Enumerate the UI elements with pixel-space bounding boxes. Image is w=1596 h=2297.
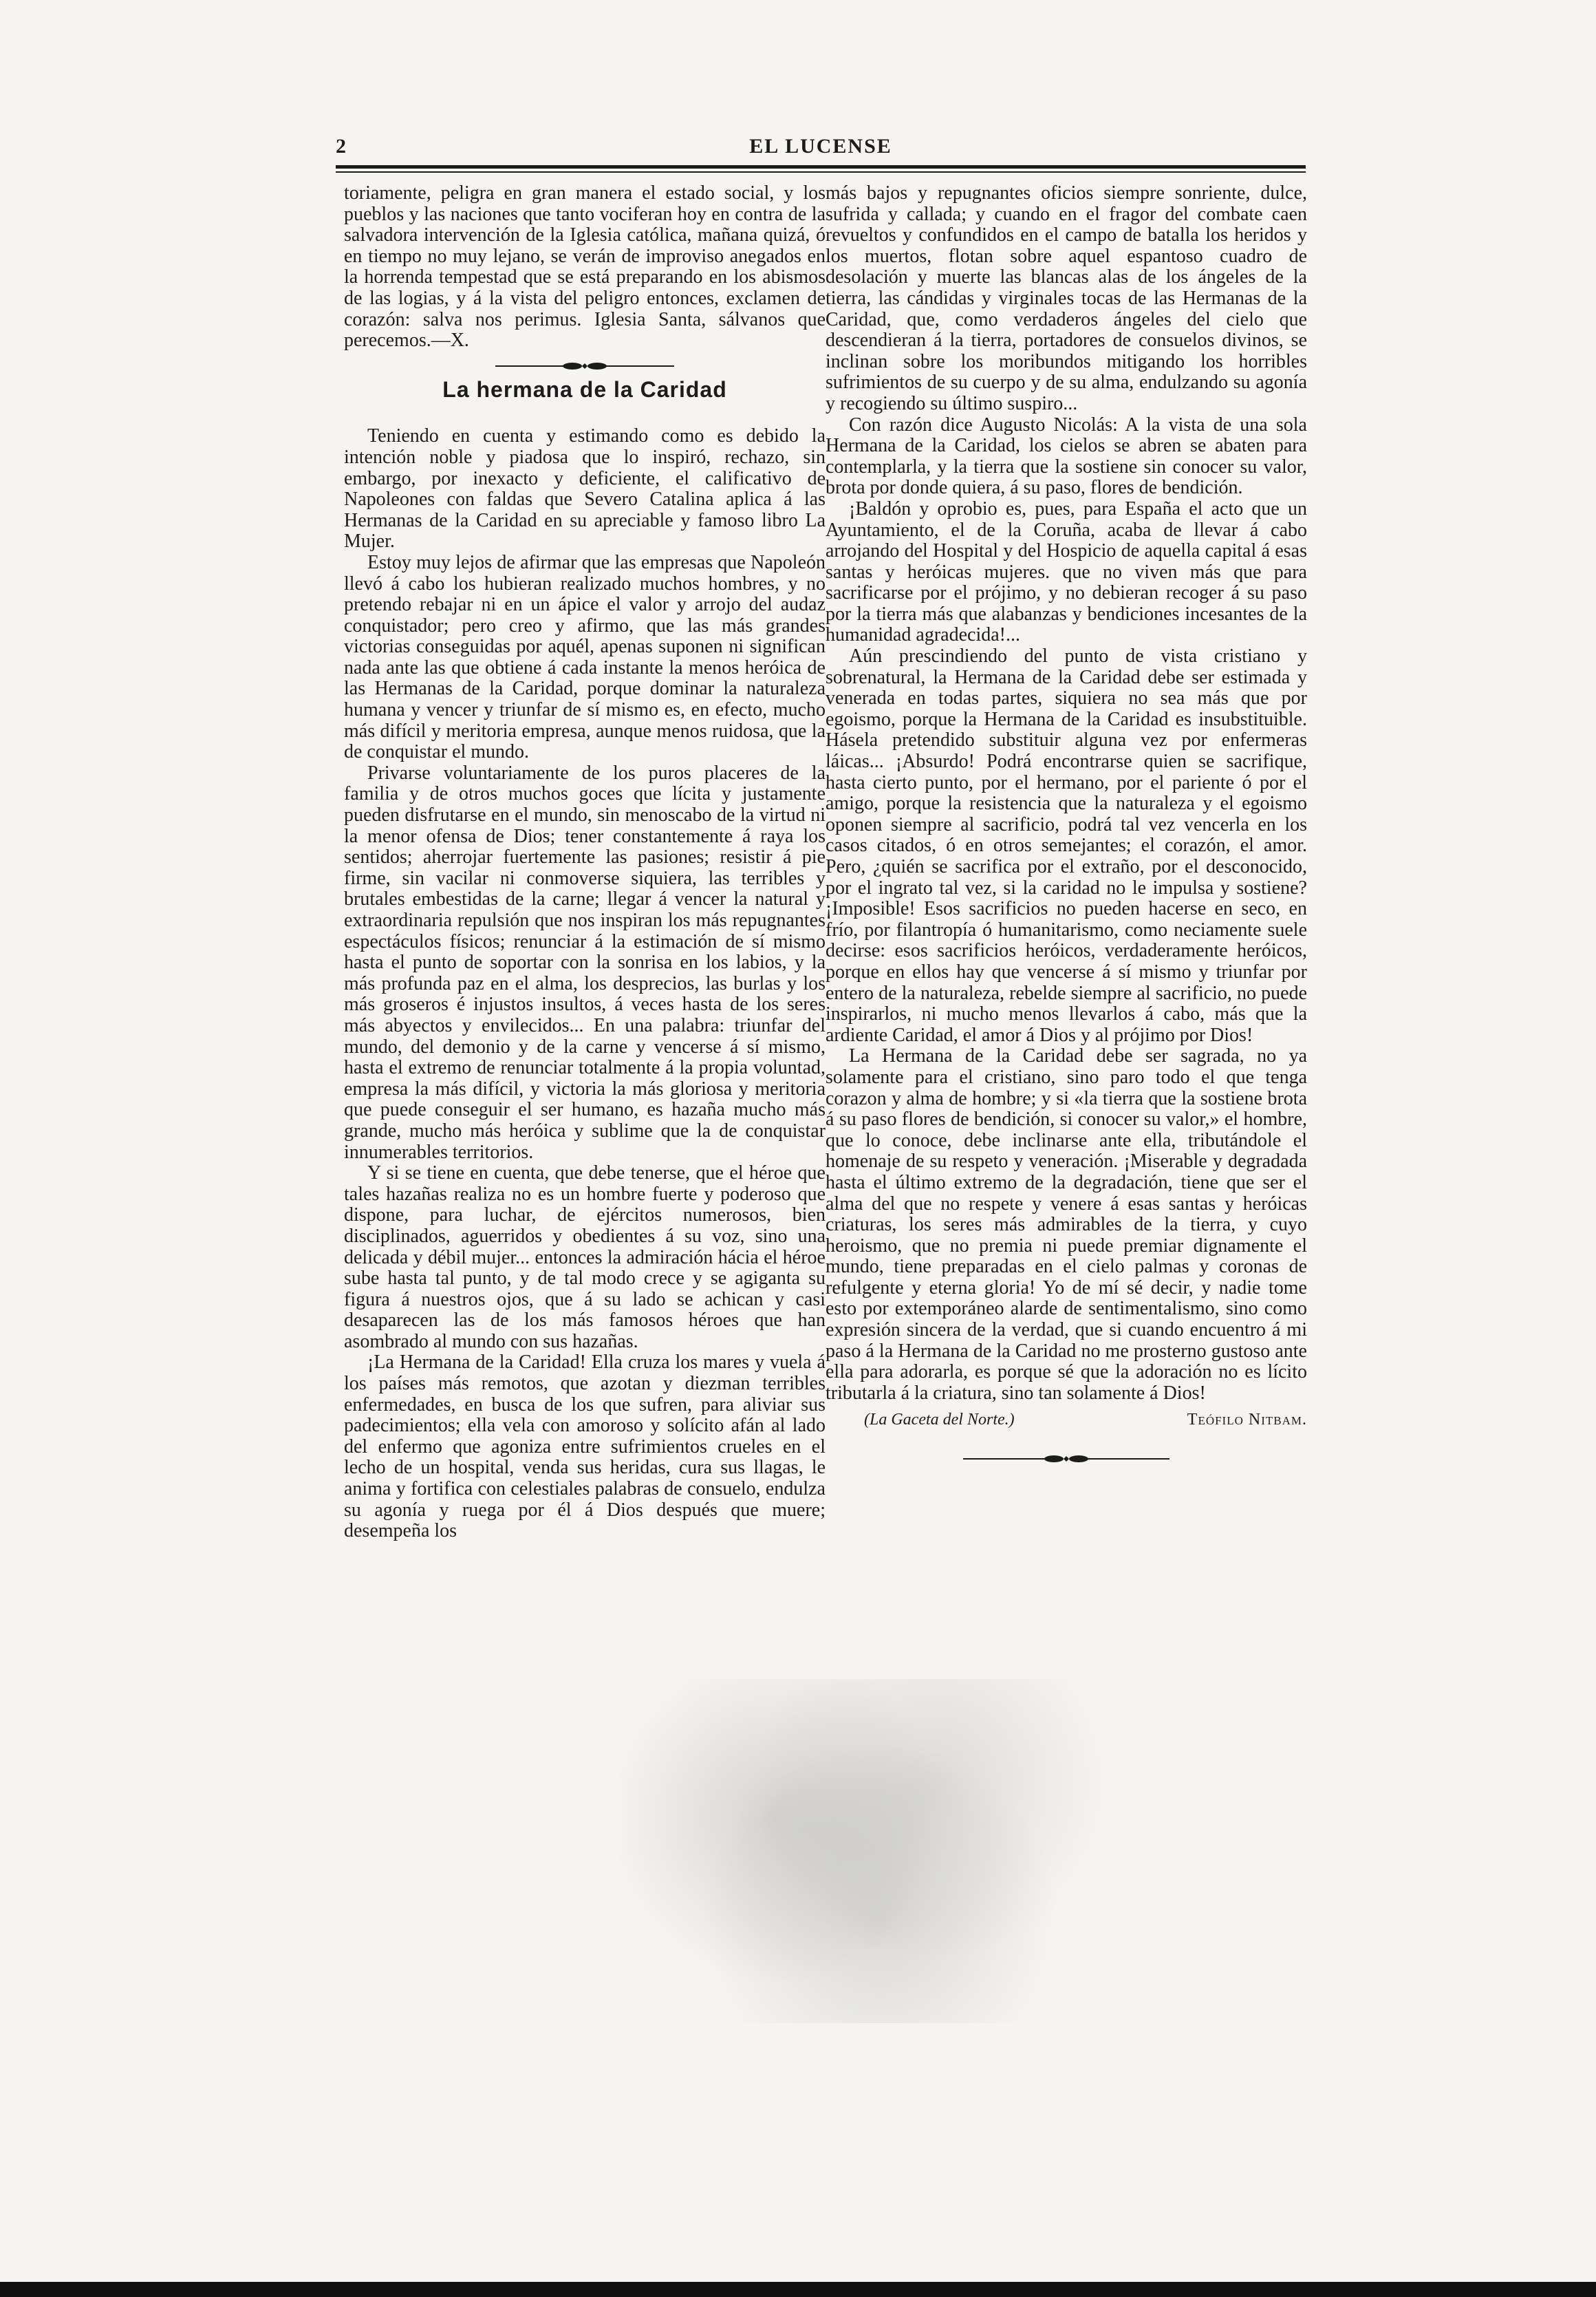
article-attribution [826,1409,1307,1431]
article-paragraph: Privarse voluntariamente de los puros placeres de la familia y de otros muchos goces que lícita y justamente pueden disfrutarse en el mundo, sin menoscabo de la virtud ni la menor ofensa de Dios; tener constantemente á raya los sentidos; aherrojar fuertemente las pasiones; resistir á pie firme, sin vacilar ni conmoverse siquiera, las terribles y brutales embestidas de la carne; llegar á vencer la natural y extraordinaria repulsión que nos inspiran los más repugnantes espectáculos físicos; renunciar á la estimación de sí mismo hasta el punto de soportar con la sonrisa en los labios, y la más profunda paz en el alma, los desprecios, las burlas y los más groseros é injustos insultos, á veces hasta de los seres más abyectos y envilecidos... En una palabra: triunfar del mundo, del demonio y de la carne y vencerse á sí mismo, hasta el extremo de renunciar totalmente á la propia voluntad, empresa la más difícil, y victoria la más gloriosa y meritoria que puede conseguir el ser humano, es hazaña mucho más grande, mucho más heróica y sublime que la de conquistar innumerables territorios. [344,762,826,1163]
right-column [826,183,1307,1472]
header-rule-thick [336,165,1306,169]
article-paragraph: La Hermana de la Caridad debe ser sagrada, no ya solamente para el cristiano, sino paro todo el que tenga corazon y alma de hombre; y si «la tierra que la sostiene brota á su paso flores de bendición, si conocer su valor,» el hombre, que lo conoce, debe inclinarse ante ella, tributándole el homenaje de su respeto y veneración. ¡Miserable y degradada hasta el último extremo de la degradación, tiene que ser el alma del que no respete y venere á esas santas y heróicas criaturas, los seres más admirables de la tierra, y cuyo heroismo, que no premia ni puede premiar dignamente el mundo, tiene preparadas en el cielo palmas y coronas de refulgente y eterna gloria! Yo de mí sé decir, y nadie tome esto por extemporáneo alarde de sentimentalismo, sino como expresión sincera de la verdad, que si cuando encuentro á mi paso á la Hermana de la Caridad no me prosterno gustoso ante ella para adorarla, es porque sé que la adoración no es lícito tributarla á la criatura, sino tan solamente á Dios! [826,1045,1307,1404]
ornament-divider-icon [495,359,674,373]
continued-paragraph: toriamente, peligra en gran manera el estado social, y los pueblos y las naciones que tanto vociferan hoy en contra de la salvadora intervención de la Iglesia católica, mañana quizá, ó en tiempo no muy lejano, se verán de improviso anegados en la horrenda tempestad que se está preparando en los abismos de las logias, y á la vista del peligro entonces, exclamen de corazón: salva nos perimus. Iglesia Santa, sálvanos que perecemos.—X. [344,182,826,352]
header-rule-thin [336,171,1306,173]
article-paragraph: ¡Baldón y oprobio es, pues, para España el acto que un Ayuntamiento, el de la Coruña, acaba de llevar á cabo arrojando del Hospital y del Hospicio de aquella capital á esas santas y heróicas mujeres. que no viven más que para sacrificarse por el prójimo, y no debieran recoger á su paso por la tierra más que alabanzas y bendiciones incesantes de la humanidad agradecida!... [826,498,1307,646]
ornament-divider-icon [963,1452,1169,1466]
masthead: EL LUCENSE [749,135,892,158]
page-header [336,135,1306,162]
article-paragraph: ¡La Hermana de la Caridad! Ella cruza los mares y vuela á los países más remotos, que azotan y diezman terribles enfermedades, en busca de los que sufren, para aliviar sus padecimientos; ella vela con amoroso y solícito afán al lado del enfermo que agoniza entre sufrimientos crueles en el lecho de un hospital, venda sus heridas, cura sus llagas, le anima y fortifica con celestiales palabras de consuelo, endulza su agonía y ruega por él á Dios después que muere; desempeña los [344,1352,826,1542]
scan-border [0,2282,1596,2297]
section-ornament [344,356,826,376]
article-paragraph: Teniendo en cuenta y estimando como es debido la intención noble y piadosa que lo inspiró, rechazo, sin embargo, por inexacto y deficiente, el calificativo de Napoleones con faldas que Severo Catalina aplica á las Hermanas de la Caridad en su apreciable y famoso libro La Mujer. [344,425,826,553]
article-paragraph: Aún prescindiendo del punto de vista cristiano y sobrenatural, la Hermana de la Caridad debe ser estimada y venerada en todas partes, siquiera no sea más que por egoismo, porque la Hermana de la Caridad es insubstituible. Hásela pretendido substituir alguna vez por enfermeras láicas... ¡Absurdo! Podrá encontrarse quien se sacrifique, hasta cierto punto, por el hermano, por el pariente ó por el amigo, porque la resistencia que la naturaleza y el egoismo oponen siempre al sacrificio, podrá tal vez vencerla en los casos citados, ó en otros semejantes; el corazón, el amor. Pero, ¿quién se sacrifica por el extraño, por el desconocido, por el ingrato tal vez, si la caridad no le impulsa y sostiene? ¡Imposible! Esos sacrificios no pueden hacerse en seco, en frío, por filantropía ó humanitarismo, como neciamente suele decirse: esos sacrificios heróicos, verdaderamente heróicos, porque en ellos hay que vencerse á sí mismo y triunfar por entero de la naturaleza, rebelde siempre al sacrificio, no puede inspirarlos, ni mucho menos llevarlos á cabo, más que la ardiente Caridad, el amor á Dios y al prójimo por Dios! [826,645,1307,1046]
article-paragraph: Con razón dice Augusto Nicolás: A la vista de una sola Hermana de la Caridad, los cielos se abren se abaten para contemplarla, y la tierra que la sostiene sin conocer su valor, brota por donde quiera, á su paso, flores de bendición. [826,414,1307,499]
article-paragraph: Estoy muy lejos de afirmar que las empresas que Napoleón llevó á cabo los hubieran realizado muchos hombres, y no pretendo rebajar ni en un ápice el valor y arrojo del audaz conquistador; pero creo y afirmo, que las más grandes victorias conseguidas por aquél, apenas suponen ni significan nada ante las que obtiene á cada instante la menos heróica de las Hermanas de la Caridad, porque dominar la naturaleza humana y vencer y triunfar de sí mismo es, en efecto, mucho más difícil y meritoria empresa, aunque menos ruidosa, que la de conquistar el mundo. [344,551,826,763]
left-column [344,183,826,1542]
article-signature: Teófilo Nitbam. [1187,1411,1307,1429]
page-number: 2 [336,135,346,158]
article-paragraph: Y si se tiene en cuenta, que debe tenerse, que el héroe que tales hazañas realiza no es un hombre fuerte y poderoso que dispone, para luchar, de ejércitos numerosos, bien disciplinados, aguerridos y obedientes á su voz, sino una delicada y débil mujer... entonces la admiración hácia el héroe sube hasta tal punto, y de tal modo crece y se agiganta su figura á nuestros ojos, que á su lado se achican y casi desaparecen las de los más famosos héroes que han asombrado al mundo con sus hazañas. [344,1162,826,1352]
end-ornament [826,1449,1307,1469]
article-paragraph: más bajos y repugnantes oficios siempre sonriente, dulce, sufrida y callada; y cuando en el fragor del combate caen revueltos y confundidos en el campo de batalla los heridos y los muertos, flotan sobre aquel espantoso cuadro de desolación y muerte las blancas alas de los ángeles de la tierra, las cándidas y virginales tocas de las Hermanas de la Caridad, que, como verdaderos ángeles del cielo que descendieran á la tierra, portadores de consuelos divinos, se inclinan sobre los moribundos mitigando los horribles sufrimientos de su cuerpo y de su alma, endulzando su agonía y recogiendo su último suspiro... [826,182,1307,414]
print-show-through-speckle [619,1679,1142,2023]
article-heading: La hermana de la Caridad [442,376,727,402]
article-source: (La Gaceta del Norte.) [864,1411,1015,1429]
